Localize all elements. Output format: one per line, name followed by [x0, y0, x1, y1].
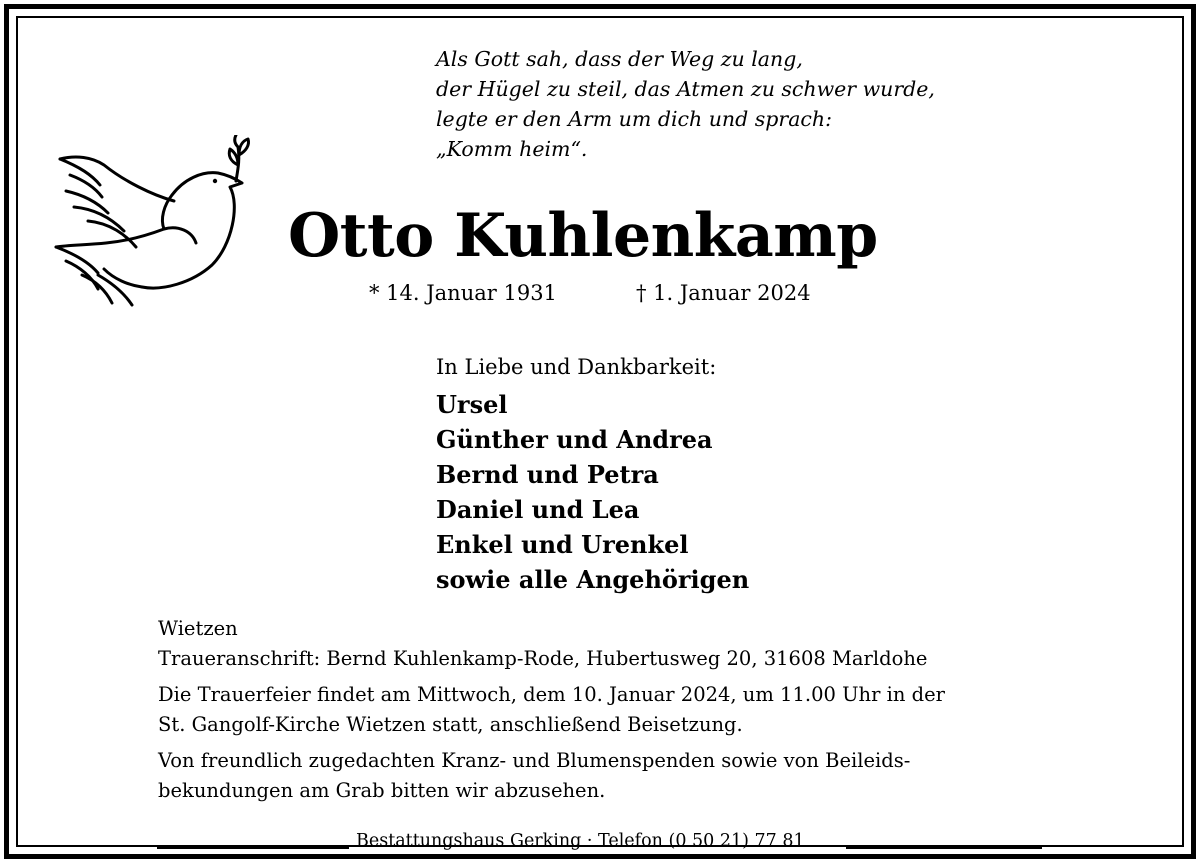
- mourning-address: Traueranschrift: Bernd Kuhlenkamp-Rode, Hubertusweg 20, 31608 Marldohe: [158, 647, 928, 670]
- birth-date: * 14. Januar 1931: [369, 281, 557, 305]
- footer-rule-left: [157, 847, 349, 849]
- poem-line: Als Gott sah, dass der Weg zu lang,: [436, 47, 803, 71]
- ceremony-line: Die Trauerfeier findet am Mittwoch, dem 10. Januar 2024, um 11.00 Uhr in der: [158, 683, 945, 706]
- death-date: † 1. Januar 2024: [636, 281, 811, 305]
- ceremony-line: St. Gangolf-Kirche Wietzen statt, anschließend Beisetzung.: [158, 713, 743, 736]
- mourner-name: Daniel und Lea: [436, 495, 640, 524]
- poem-line: legte er den Arm um dich und sprach:: [436, 107, 833, 131]
- place-and-address: [158, 614, 927, 674]
- mourner-name: Bernd und Petra: [436, 460, 659, 489]
- mourner-name: Günther und Andrea: [436, 425, 713, 454]
- poem-line: der Hügel zu steil, das Atmen zu schwer wurde,: [436, 77, 935, 101]
- footer-rule-right: [846, 847, 1042, 849]
- ceremony-notice: [158, 680, 945, 740]
- mourner-name: sowie alle Angehörigen: [436, 565, 750, 594]
- request-line: Von freundlich zugedachten Kranz- und Blumenspenden sowie von Beileids-: [158, 749, 911, 772]
- place: Wietzen: [158, 617, 238, 640]
- mourner-name: Ursel: [436, 390, 508, 419]
- poem-line: „Komm heim“.: [436, 137, 588, 161]
- poem: [436, 44, 935, 164]
- funeral-home-footer: Bestattungshaus Gerking · Telefon (0 50 21) 77 81: [356, 831, 805, 851]
- mourners-intro: In Liebe und Dankbarkeit:: [436, 355, 717, 379]
- mourner-name: Enkel und Urenkel: [436, 530, 689, 559]
- donation-request: [158, 746, 910, 806]
- mourners-list: [436, 387, 749, 597]
- dove-with-olive-branch-icon: [52, 135, 252, 310]
- deceased-name: Otto Kuhlenkamp: [288, 201, 878, 271]
- request-line: bekundungen am Grab bitten wir abzusehen.: [158, 779, 606, 802]
